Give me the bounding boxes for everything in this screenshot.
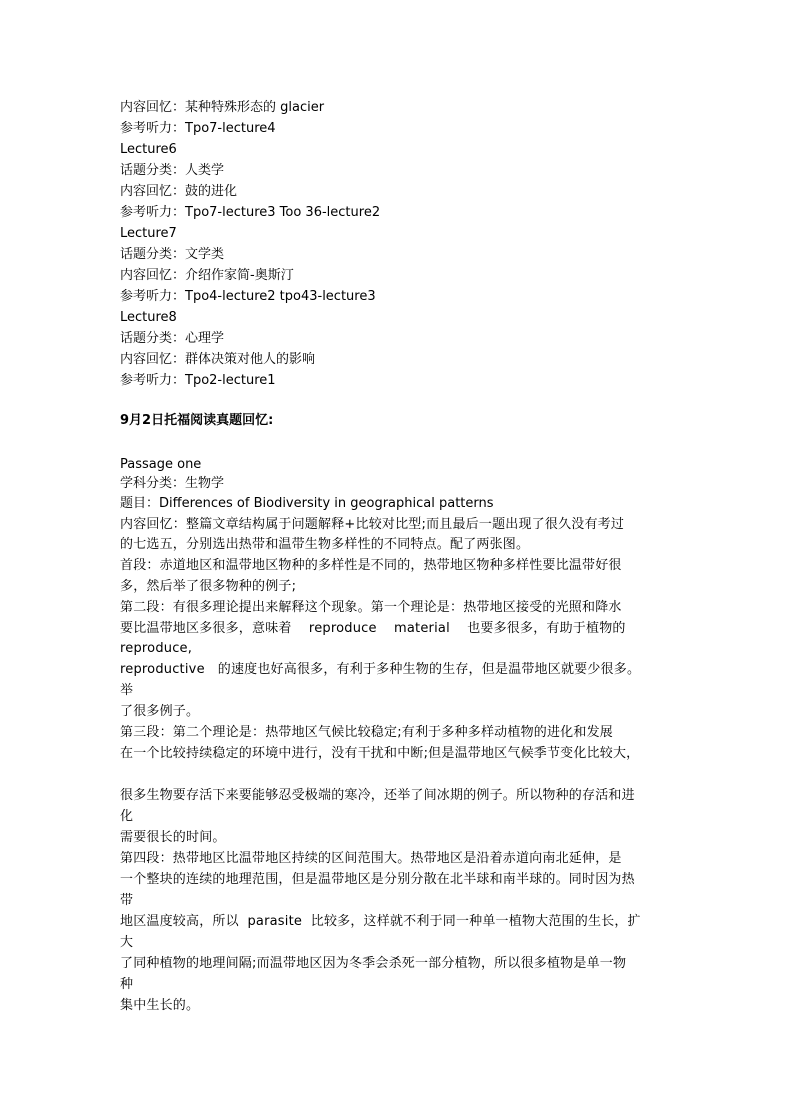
passage-body-line: 的七选五，分别选出热带和温带生物多样性的不同特点。配了两张图。: [120, 537, 530, 552]
passage-body-line: 了同种植物的地理间隔;而温带地区因为冬季会杀死一部分植物，所以很多植物是单一物: [120, 956, 627, 971]
passage-body-line: reproduce,: [120, 641, 193, 656]
passage-body-line: 化: [120, 809, 134, 824]
topic-category-line: 话题分类：文学类: [120, 247, 225, 262]
passage-body-line: 第四段：热带地区比温带地区持续的区间范围大。热带地区是沿着赤道向南北延伸，是: [120, 851, 622, 866]
passage-body-line: 首段：赤道地区和温带地区物种的多样性是不同的，热带地区物种多样性要比温带好很: [120, 558, 622, 573]
recall-content-line: 内容回忆：介绍作家简-奥斯汀: [120, 268, 294, 283]
recall-content-line: 内容回忆：某种特殊形态的 glacier: [120, 100, 325, 115]
passage-body-line: 一个整块的连续的地理范围，但是温带地区是分别分散在北半球和南半球的。同时因为热: [120, 872, 635, 887]
passage-body-line: reproductive 的速度也好高很多，有利于多种生物的生存，但是温带地区就要少很多。: [120, 662, 641, 677]
topic-category-line: 话题分类：心理学: [120, 331, 225, 346]
passage-body-line: 很多生物要存活下来要能够忍受极端的寒冷，还举了间冰期的例子。所以物种的存活和进: [120, 788, 635, 803]
recall-reference-line: 参考听力：Tpo2-lecture1: [120, 373, 276, 388]
passage-body-line: 第三段：第二个理论是：热带地区气候比较稳定;有利于多种多样动植物的进化和发展: [120, 725, 613, 740]
passage-body-line: 在一个比较持续稳定的环境中进行，没有干扰和中断;但是温带地区气候季节变化比较大，: [120, 746, 640, 761]
passage-body-line: 种: [120, 977, 134, 992]
passage-body-line: 多，然后举了很多物种的例子;: [120, 579, 297, 594]
passage-title-line: 题目：Differences of Biodiversity in geographical patterns: [120, 496, 494, 511]
lecture-label: Lecture8: [120, 310, 177, 325]
recall-content-line: 内容回忆：群体决策对他人的影响: [120, 352, 316, 367]
passage-label: Passage one: [120, 457, 202, 472]
passage-body-line: 要比温带地区多很多，意味着 reproduce material 也要多很多，有助于植物的: [120, 621, 626, 636]
recall-reference-line: 参考听力：Tpo4-lecture2 tpo43-lecture3: [120, 289, 376, 304]
passage-body-line: 第二段：有很多理论提出来解释这个现象。第一个理论是：热带地区接受的光照和降水: [120, 600, 622, 615]
passage-body-line: 地区温度较高，所以 parasite 比较多，这样就不利于同一种单一植物大范围的生长，扩: [120, 914, 641, 929]
recall-content-line: 内容回忆：鼓的进化: [120, 184, 238, 199]
reading-section-heading: 9月2日托福阅读真题回忆:: [120, 413, 274, 428]
lecture-label: Lecture6: [120, 142, 177, 157]
passage-body-line: 集中生长的。: [120, 998, 200, 1013]
passage-body-line: 举: [120, 683, 134, 698]
passage-body-line: 需要很长的时间。: [120, 830, 226, 845]
subject-category-line: 学科分类：生物学: [120, 476, 225, 491]
passage-body-line: 内容回忆：整篇文章结构属于问题解释+比较对比型;而且最后一题出现了很久没有考过: [120, 517, 625, 532]
topic-category-line: 话题分类：人类学: [120, 163, 225, 178]
recall-reference-line: 参考听力：Tpo7-lecture3 Too 36-lecture2: [120, 205, 381, 220]
lecture-label: Lecture7: [120, 226, 177, 241]
passage-body-line: 大: [120, 935, 134, 950]
passage-body-line: 了很多例子。: [120, 704, 200, 719]
recall-reference-line: 参考听力：Tpo7-lecture4: [120, 121, 276, 136]
passage-body-line: 带: [120, 893, 134, 908]
